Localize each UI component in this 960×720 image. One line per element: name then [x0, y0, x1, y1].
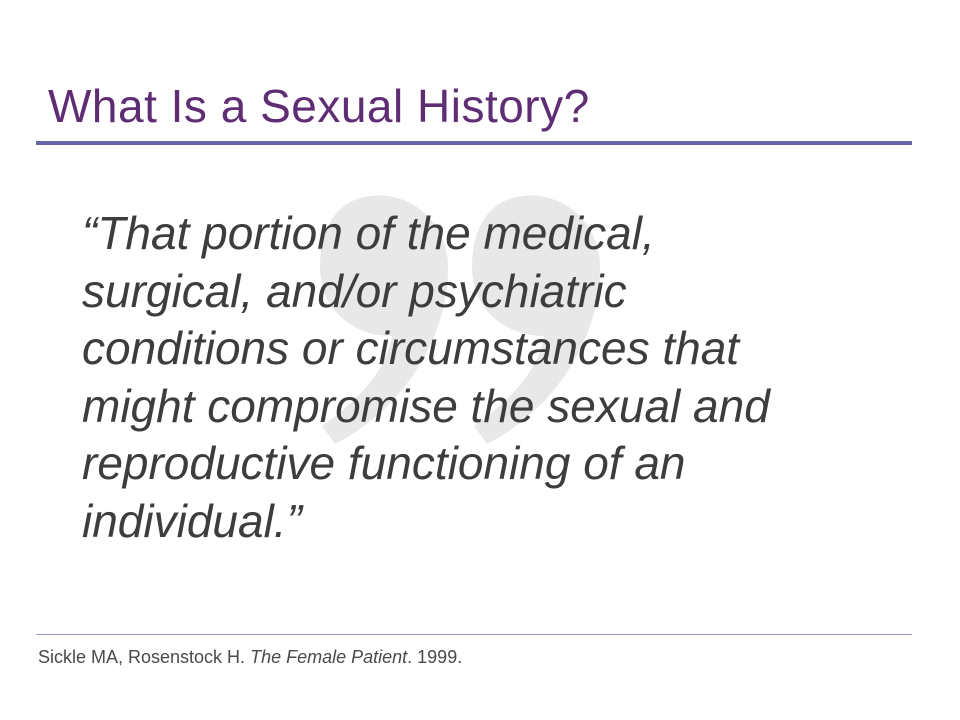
citation-divider — [36, 634, 912, 635]
citation-year: . 1999. — [407, 647, 463, 667]
citation — [38, 646, 462, 668]
quote-line: conditions or circumstances that — [82, 322, 740, 374]
citation-authors: Sickle MA, Rosenstock H. — [38, 647, 246, 667]
citation-journal: The Female Patient — [250, 647, 408, 667]
quote-line: “That portion of the medical, — [82, 207, 655, 259]
quote-line: reproductive functioning of an — [82, 437, 686, 489]
quote-line: might compromise the sexual and — [82, 379, 770, 432]
definition-quote — [82, 205, 922, 550]
title-underline — [36, 141, 912, 145]
slide-title: What Is a Sexual History? — [48, 80, 590, 132]
quote-line: individual.” — [82, 494, 302, 547]
quote-line: surgical, and/or psychiatric — [82, 264, 627, 317]
